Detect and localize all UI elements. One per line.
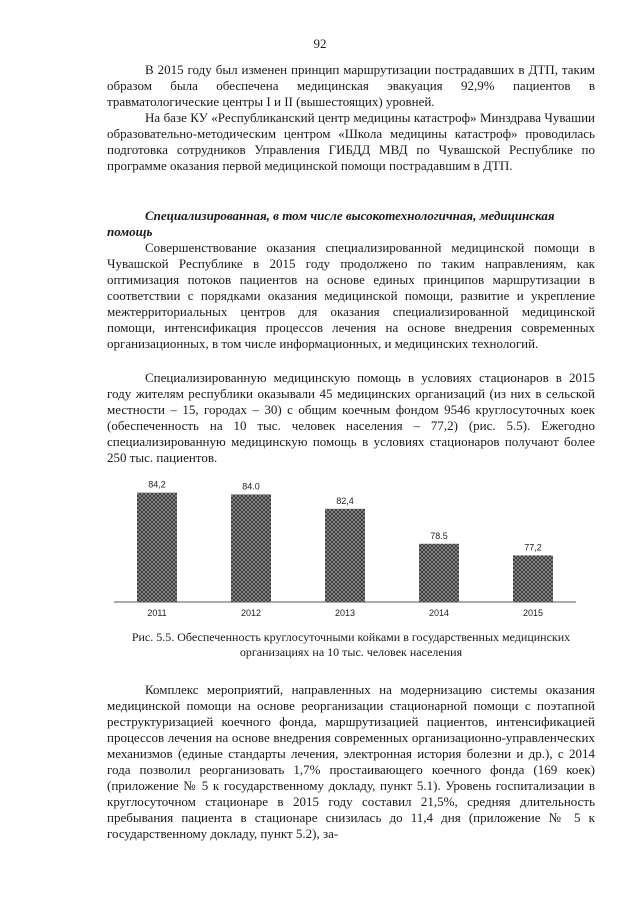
- bar-2011: [137, 493, 177, 602]
- paragraph: Совершенствование оказания специализированной медицинской помощи в Чувашской Республике в 2015 году продолжено по таким направлениям, как оптимизация потоков пациентов на основе единых принципов маршрутизации в соответствии с порядками оказания медицинской помощи, развитие и укрепление межтерриториальных центров для оказания специализированной медицинской помощи, интенсификация процессов лечения на основе внедрения современных организационных, в том числе информационных, и медицинских технологий.: [107, 240, 595, 351]
- figure-caption: Рис. 5.5. Обеспеченность круглосуточными койками в государственных медицинских организациях на 10 тыс. человек населения: [131, 630, 571, 659]
- specialized-care-paragraph-block: [107, 240, 595, 352]
- hospital-stats-paragraph-block: [107, 370, 595, 466]
- x-tick-label-2015: 2015: [522, 608, 544, 618]
- x-tick-label-2013: 2013: [334, 608, 356, 618]
- x-tick-label-2011: 2011: [147, 608, 167, 618]
- intro-paragraph-block: [107, 62, 595, 110]
- x-tick-label-2012: 2012: [240, 608, 262, 618]
- bar-2015: [513, 555, 553, 602]
- paragraph: В 2015 году был изменен принцип маршрутизации пострадавших в ДТП, таким образом была обеспечена медицинская эвакуация 92,9% пациентов в травматологические центры I и II (вышестоящих) уровней.: [107, 62, 595, 109]
- page-number: 92: [313, 36, 327, 51]
- value-label-2015: 77,2: [524, 542, 542, 553]
- paragraph: Комплекс мероприятий, направленных на модернизацию системы оказания медицинской помощи на основе реорганизации стационарной помощи с поэтапной реструктуризацией коечного фонда, маршрутизацией пациентов, интенсификацией процессов лечения на основе внедрения современных организационно-управленческих механизмов (единые стандарты лечения, электронная история болезни и др.), с 2014 года позволил реорганизовать 1,7% простаивающего коечного фонда (169 коек) (приложение № 5 к государственному докладу, пункт 5.1). Уровень госпитализации в круглосуточном стационаре в 2015 году составил 21,5%, средняя длительность пребывания пациента в стационаре снизилась до 11,4 дня (приложение № 5 к государственному докладу, пункт 5.2), за-: [107, 682, 595, 841]
- bar-2012: [231, 494, 271, 602]
- paragraph: Специализированную медицинскую помощь в условиях стационаров в 2015 году жителям республики оказывали 45 медицинских организаций (из них в сельской местности – 15, городах – 30) с общим коечным фондом 9546 круглосуточных коек (обеспеченность на 10 тыс. человек населения – 77,2) (рис. 5.5). Ежегодно специализированную медицинскую помощь в условиях стационаров получают более 250 тыс. пациентов.: [107, 370, 595, 465]
- x-tick-label-2014: 2014: [428, 608, 450, 618]
- training-paragraph-block: [107, 110, 595, 174]
- bar-2014: [419, 544, 459, 602]
- value-label-2014: 78.5: [430, 530, 448, 541]
- paragraph: На базе КУ «Республиканский центр медицины катастроф» Минздрава Чувашии образовательно-методическим центром «Школа медицины катастроф» проводилась подготовка сотрудников Управления ГИБДД МВД по Чувашской Республике по программе оказания первой медицинской помощи пострадавшим в ДТП.: [107, 110, 595, 173]
- value-label-2012: 84.0: [242, 481, 260, 492]
- section-title: Специализированная, в том числе высокотехнологичная, медицинская помощь: [107, 208, 555, 239]
- beds-chart: [110, 472, 580, 620]
- value-label-2013: 82,4: [336, 495, 354, 506]
- beds-bar-chart: [110, 472, 580, 620]
- bar-2013: [325, 509, 365, 602]
- value-label-2011: 84,2: [148, 479, 166, 490]
- reorganization-paragraph-block: [107, 682, 595, 842]
